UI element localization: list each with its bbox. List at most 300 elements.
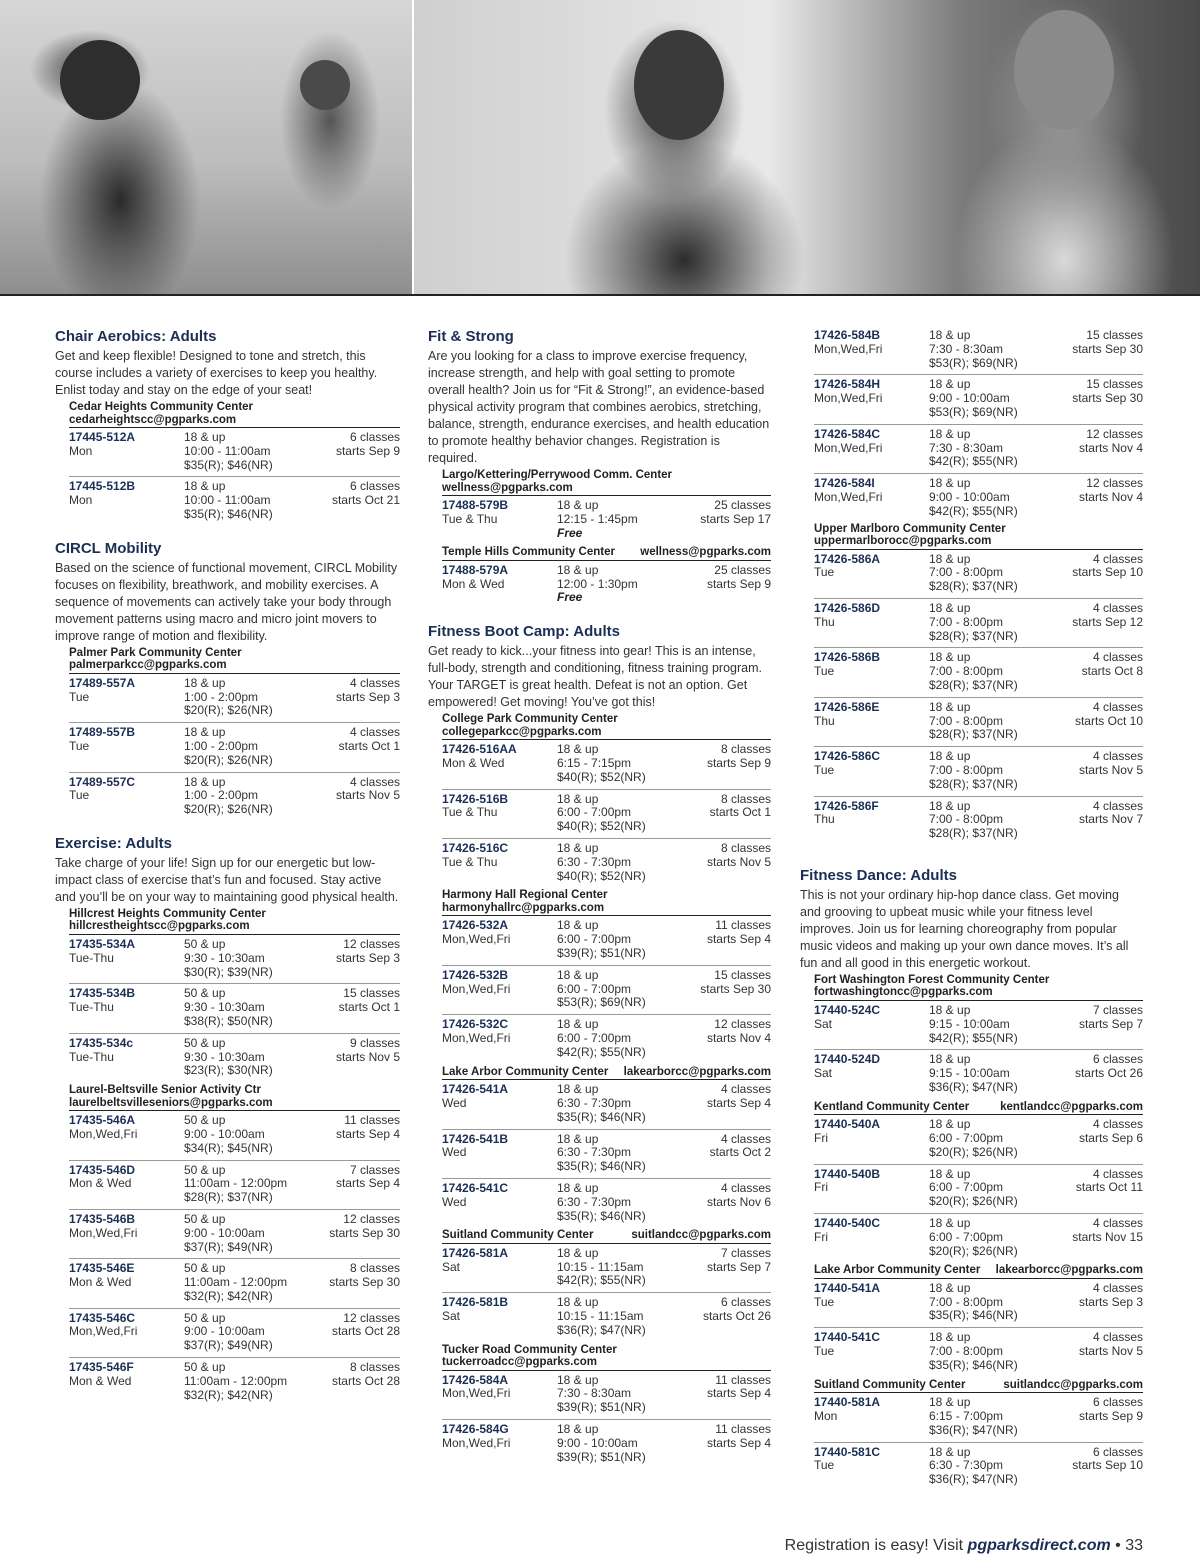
class-detail-cell [929,553,1072,594]
class-row [814,1214,1143,1262]
class-time: 6:00 - 7:00pm [557,1031,632,1046]
class-code[interactable]: 17426-532C [442,1017,509,1032]
class-code[interactable]: 17440-540A [814,1117,881,1132]
class-schedule-cell [1079,1331,1143,1372]
class-code[interactable]: 17426-584A [442,1372,509,1387]
class-detail-cell [929,1217,1072,1258]
class-detail-cell [184,1361,332,1402]
class-row [69,428,400,477]
class-time: 11:00am - 12:00pm [184,1176,288,1191]
venue-name: Lake Arbor Community Center [442,1065,609,1078]
venue-email[interactable]: laurelbeltsvilleseniors@pgparks.com [69,1096,273,1109]
class-count: 25 classes [714,562,771,577]
class-days: Mon [69,493,93,508]
venue-name: Kentland Community Center [814,1100,970,1113]
class-schedule-cell [336,1164,400,1205]
venue-name: Temple Hills Community Center [442,546,615,559]
class-schedule-cell [329,1262,400,1303]
class-table [814,1279,1143,1377]
class-fee: $32(R); $42(NR) [184,1387,273,1402]
venue-email[interactable]: tuckerroadcc@pgparks.com [442,1356,598,1369]
footer-text: Registration is easy! Visit [784,1537,968,1554]
class-age: 18 & up [929,1002,971,1017]
class-id-cell [814,750,929,791]
class-code[interactable]: 17426-586A [814,551,881,566]
class-code[interactable]: 17440-540C [814,1215,881,1230]
class-code[interactable]: 17426-586C [814,749,881,764]
class-time: 10:15 - 11:15am [557,1308,644,1323]
class-code[interactable]: 17426-532B [442,967,509,982]
class-days: Tue-Thu [69,1049,114,1064]
class-row [69,1111,400,1160]
class-detail-cell [557,919,707,960]
class-count: 4 classes [1092,1215,1143,1230]
class-row [814,797,1143,845]
class-code[interactable]: 17440-541A [814,1280,881,1295]
venue-email[interactable]: fortwashingtoncc@pgparks.com [814,986,993,999]
program-description: Take charge of your life! Sign up for our energetic but low-impact class of exercise that’s fun and focused. Stay active and you’ll be on your way to maintaining good physical health. [55,855,399,904]
footer-site-link[interactable]: pgparksdirect.com [967,1537,1111,1554]
class-detail-cell [184,1037,336,1078]
class-table [442,740,771,887]
class-days: Tue-Thu [69,1000,114,1015]
class-days: Mon,Wed,Fri [442,1386,511,1401]
class-code[interactable]: 17440-524D [814,1052,881,1067]
class-age: 18 & up [929,1330,971,1345]
class-code[interactable]: 17426-586D [814,600,881,615]
class-days: Mon,Wed,Fri [69,1225,138,1240]
class-fee: $20(R); $26(NR) [929,1144,1018,1159]
class-days: Tue [69,738,90,753]
class-id-cell [69,776,184,817]
class-start: starts Sep 3 [335,689,400,704]
class-time: 9:15 - 10:00am [929,1016,1010,1031]
class-age: 50 & up [184,1162,226,1177]
class-schedule-cell [339,987,400,1028]
class-detail-cell [929,800,1079,841]
venue-email[interactable]: wellness@pgparks.com [640,546,771,559]
class-start: starts Nov 15 [1072,1229,1143,1244]
class-count: 4 classes [1092,1280,1143,1295]
venue-email[interactable]: hillcrestheightscc@pgparks.com [69,920,250,933]
class-fee: $36(R); $47(NR) [557,1322,646,1337]
class-row [442,496,771,544]
class-fee: $40(R); $52(NR) [557,769,646,784]
class-id-cell [69,726,184,767]
class-fee: $20(R); $26(NR) [929,1243,1018,1258]
venue-email[interactable]: wellness@pgparks.com [442,481,573,494]
venue-name: Cedar Heights Community Center [69,401,254,413]
venue-header [442,469,771,496]
class-id-cell [442,1423,557,1464]
class-age: 18 & up [929,1280,971,1295]
class-start: starts Oct 2 [709,1145,771,1160]
venue-block [814,1101,1143,1263]
class-time: 6:30 - 7:30pm [557,1095,632,1110]
program-section [428,623,771,1468]
class-age: 18 & up [557,1245,599,1260]
venue-header [442,546,771,561]
class-schedule-cell [329,1213,400,1254]
class-age: 18 & up [557,498,599,512]
class-id-cell [814,1053,929,1094]
class-row [814,698,1143,747]
class-days: Mon,Wed,Fri [442,1435,511,1450]
class-table [69,428,400,526]
venue-block [69,908,400,1082]
venue-email[interactable]: cedarheightscc@pgparks.com [69,413,237,426]
class-code[interactable]: 17426-586F [814,798,879,813]
class-start: starts Nov 6 [706,1194,771,1209]
venue-email[interactable]: kentlandcc@pgparks.com [1000,1100,1143,1113]
class-time: 9:30 - 10:30am [184,1000,265,1015]
participant-silhouette [300,60,350,110]
venue-name: Largo/Kettering/Perrywood Comm. Center [442,469,673,481]
class-start: starts Sep 3 [335,950,400,965]
class-fee: $35(R); $46(NR) [184,457,273,472]
class-start: starts Oct 28 [331,1373,400,1388]
venue-email[interactable]: uppermarlborocc@pgparks.com [814,535,992,548]
class-id-cell [442,564,557,605]
class-days: Tue & Thu [442,854,498,869]
class-start: starts Sep 17 [700,511,771,526]
class-code[interactable]: 17488-579A [442,562,509,577]
venue-name: Suitland Community Center [442,1229,594,1242]
class-count: 12 classes [343,1310,400,1325]
program-title: CIRCL Mobility [55,539,162,557]
class-fee: $42(R); $55(NR) [557,1044,646,1059]
class-count: 4 classes [1092,1330,1143,1345]
class-id-cell [814,1446,929,1487]
class-schedule-cell [336,677,400,718]
class-time: 6:00 - 7:00pm [557,805,632,820]
venue-email[interactable]: collegeparkcc@pgparks.com [442,725,602,738]
class-code[interactable]: 17440-581C [814,1444,881,1459]
class-id-cell [814,329,929,370]
class-id-cell [442,1296,557,1337]
class-table [442,1080,771,1227]
class-age: 18 & up [184,479,226,494]
class-start: starts Oct 28 [331,1324,400,1339]
class-start: starts Nov 5 [335,1049,400,1064]
class-code[interactable]: 17426-584B [814,328,881,342]
class-schedule-cell [336,431,400,472]
class-fee: $36(R); $47(NR) [929,1422,1018,1437]
venue-name: Tucker Road Community Center [442,1343,617,1356]
class-row [69,477,400,525]
venue-email[interactable]: suitlandcc@pgparks.com [631,1229,771,1242]
class-fee: $35(R); $46(NR) [929,1308,1018,1323]
class-row [814,1279,1143,1328]
class-fee: $28(R); $37(NR) [929,776,1018,791]
participant-silhouette [1014,10,1114,130]
class-schedule-cell [1079,1396,1143,1437]
class-schedule-cell [707,1018,771,1059]
class-code[interactable]: 17435-546D [69,1162,136,1177]
class-schedule-cell [1079,1004,1143,1045]
class-code[interactable]: 17435-534B [69,986,136,1001]
class-time: 7:30 - 8:30am [557,1386,632,1401]
class-id-cell [442,842,557,883]
class-start: starts Sep 4 [706,1386,771,1401]
class-count: 12 classes [1086,426,1143,441]
class-fee: $53(R); $69(NR) [557,995,646,1010]
class-count: 4 classes [720,1180,771,1195]
venue-block [814,523,1143,845]
class-time: 6:00 - 7:00pm [929,1130,1004,1145]
class-days: Mon & Wed [69,1275,132,1290]
class-age: 18 & up [929,377,971,392]
class-code[interactable]: 17489-557A [69,675,136,690]
class-schedule-cell [1079,750,1143,791]
class-start: starts Oct 21 [331,493,400,508]
class-fee: $35(R); $46(NR) [557,1159,646,1174]
class-start: starts Oct 26 [1074,1066,1143,1081]
program-section [55,328,400,526]
class-schedule-cell [1079,428,1143,469]
class-fee: $28(R); $37(NR) [929,677,1018,692]
venue-name: Palmer Park Community Center [69,646,242,659]
class-id-cell [69,677,184,718]
class-row [814,1001,1143,1050]
class-detail-cell [929,1118,1079,1159]
class-time: 6:30 - 7:30pm [929,1458,1004,1473]
class-age: 50 & up [184,1035,226,1050]
class-row [69,674,400,723]
class-days: Mon,Wed,Fri [442,981,511,996]
class-row [442,1130,771,1179]
venue-email[interactable]: lakearborcc@pgparks.com [623,1065,771,1078]
class-fee: $53(R); $69(NR) [929,404,1018,419]
class-detail-cell [557,969,700,1010]
class-start: starts Nov 4 [706,1031,771,1046]
class-detail-cell [557,1133,710,1174]
class-days: Mon,Wed,Fri [442,932,511,947]
class-id-cell [814,1217,929,1258]
class-code[interactable]: 17435-546F [69,1360,134,1375]
class-time: 9:00 - 10:00am [929,489,1010,504]
class-schedule-cell [1072,1217,1143,1258]
venue-header [814,974,1143,1001]
class-code[interactable]: 17489-557C [69,774,136,789]
class-age: 50 & up [184,1211,226,1226]
venue-email[interactable]: harmonyhallrc@pgparks.com [442,901,605,914]
class-row [69,1309,400,1358]
class-fee: $39(R); $51(NR) [557,1449,646,1464]
class-code[interactable]: 17426-516B [442,791,509,806]
class-age: 18 & up [929,1215,971,1230]
class-days: Mon & Wed [69,1373,132,1388]
class-code[interactable]: 17426-532A [442,918,509,933]
class-start: starts Nov 4 [1078,440,1143,455]
class-row [69,723,400,772]
class-row [69,984,400,1033]
class-start: starts Sep 30 [329,1225,400,1240]
class-row [442,1244,771,1293]
class-code[interactable]: 17440-540B [814,1166,881,1181]
class-detail-cell [184,1262,329,1303]
class-days: Tue [814,1458,835,1473]
class-code[interactable]: 17488-579B [442,498,509,512]
class-code[interactable]: 17440-524C [814,1002,881,1017]
class-detail-cell [557,499,700,540]
class-fee: $42(R); $55(NR) [929,454,1018,469]
class-code[interactable]: 17426-586E [814,699,880,714]
class-count: 4 classes [1092,551,1143,566]
class-start: starts Sep 10 [1072,565,1143,580]
class-code[interactable]: 17426-516C [442,841,509,856]
class-row [69,1161,400,1210]
class-code[interactable]: 17435-534A [69,936,136,951]
class-detail-cell [557,1182,707,1223]
venue-email[interactable]: suitlandcc@pgparks.com [1003,1378,1143,1391]
class-fee: $40(R); $52(NR) [557,819,646,834]
class-row [814,425,1143,474]
class-count: 11 classes [715,1421,771,1436]
class-detail-cell [557,1374,707,1415]
class-code[interactable]: 17426-581A [442,1245,509,1260]
class-count: 12 classes [714,1017,771,1032]
class-start: starts Nov 5 [1078,762,1143,777]
venue-block [442,1229,771,1341]
class-start: starts Sep 9 [335,443,400,458]
program-description: This is not your ordinary hip-hop dance class. Get moving and grooving to upbeat music while your fitness level improves. Join us for learning choreography from popular music videos and making up your own dance moves. It’s all fun and all good in this energetic workout. [800,887,1129,970]
class-code[interactable]: 17426-541B [442,1131,509,1146]
class-code[interactable]: 17489-557B [69,725,136,740]
class-id-cell [442,1018,557,1059]
class-days: Tue [814,664,835,679]
class-code[interactable]: 17435-546B [69,1211,136,1226]
class-time: 6:15 - 7:15pm [557,756,632,771]
class-age: 18 & up [929,798,971,813]
class-detail-cell [929,329,1072,370]
class-count: 11 classes [344,1113,400,1128]
class-detail-cell [557,1247,707,1288]
class-code[interactable]: 17426-584G [442,1421,509,1436]
class-detail-cell [929,1004,1079,1045]
venue-header [69,908,400,935]
class-days: Thu [814,614,835,629]
class-age: 18 & up [929,476,971,491]
class-code[interactable]: 17426-516AA [442,742,517,757]
class-code[interactable]: 17426-586B [814,650,881,665]
column-1 [55,328,400,1420]
class-code[interactable]: 17426-584H [814,377,881,392]
class-code[interactable]: 17435-546C [69,1310,136,1325]
venue-header [442,889,771,916]
venue-header [814,523,1143,550]
class-code[interactable]: 17435-546A [69,1113,136,1128]
class-code[interactable]: 17440-581A [814,1395,881,1410]
class-fee: $28(R); $37(NR) [929,579,1018,594]
class-schedule-cell [332,1361,400,1402]
venue-email[interactable]: palmerparkcc@pgparks.com [69,659,227,672]
class-row [69,1034,400,1082]
class-code[interactable]: 17426-541C [442,1180,509,1195]
class-fee: $20(R); $26(NR) [929,1194,1018,1209]
class-code[interactable]: 17426-584I [814,476,875,491]
class-count: 4 classes [1092,749,1143,764]
class-count: 4 classes [349,725,400,740]
program-title: Fitness Dance: Adults [800,866,957,884]
class-detail-cell [929,701,1075,742]
class-age: 18 & up [557,562,599,577]
class-code[interactable]: 17426-581B [442,1295,509,1310]
class-row [69,1358,400,1406]
class-code[interactable]: 17435-534c [69,1035,134,1050]
class-start: starts Oct 10 [1074,713,1143,728]
class-count: 12 classes [343,1211,400,1226]
class-count: 6 classes [1092,1052,1143,1067]
venue-block [442,713,771,887]
class-age: 50 & up [184,1310,226,1325]
class-count: 15 classes [1086,377,1143,392]
venue-block [442,469,771,544]
class-start: starts Oct 1 [709,805,771,820]
class-code[interactable]: 17435-546E [69,1261,135,1276]
column-2 [428,328,771,1482]
class-age: 18 & up [557,967,599,982]
class-detail-cell [929,1396,1079,1437]
class-id-cell [69,1114,184,1155]
class-id-cell [442,1133,557,1174]
class-table [69,1111,400,1406]
class-count: 12 classes [1086,476,1143,491]
class-row [814,1443,1143,1491]
class-schedule-cell [332,1312,400,1353]
class-schedule-cell [339,726,400,767]
class-table [442,1244,771,1342]
class-id-cell [69,938,184,979]
class-count: 15 classes [343,986,400,1001]
class-id-cell [442,969,557,1010]
class-days: Sat [442,1308,461,1323]
class-schedule-cell [1072,329,1143,370]
class-schedule-cell [1076,1168,1143,1209]
class-schedule-cell [707,1423,771,1464]
class-detail-cell [184,431,336,472]
class-code[interactable]: 17426-541A [442,1082,509,1097]
venue-block [442,1344,771,1469]
program-section [800,867,1143,1491]
class-id-cell [442,1083,557,1124]
class-code[interactable]: 17440-541C [814,1330,881,1345]
class-row [69,773,400,821]
class-id-cell [442,1182,557,1223]
class-fee: $42(R); $55(NR) [557,1273,646,1288]
class-time: 10:00 - 11:00am [184,443,271,458]
class-fee: $35(R); $46(NR) [557,1208,646,1223]
class-fee: $36(R); $47(NR) [929,1472,1018,1487]
class-code[interactable]: 17445-512B [69,479,136,494]
class-table [69,935,400,1082]
class-fee: $28(R); $37(NR) [184,1190,273,1205]
class-schedule-cell [707,564,771,605]
class-detail-cell [929,651,1082,692]
class-row [814,1328,1143,1376]
class-id-cell [442,1374,557,1415]
class-code[interactable]: 17426-584C [814,426,881,441]
class-id-cell [69,1262,184,1303]
program-title: Exercise: Adults [55,834,172,852]
class-count: 15 classes [1086,328,1143,342]
class-time: 1:00 - 2:00pm [184,788,259,803]
class-id-cell [442,793,557,834]
venue-email[interactable]: lakearborcc@pgparks.com [995,1264,1143,1277]
venue-block [69,401,400,526]
class-fee: $36(R); $47(NR) [929,1079,1018,1094]
class-code[interactable]: 17445-512A [69,430,136,444]
